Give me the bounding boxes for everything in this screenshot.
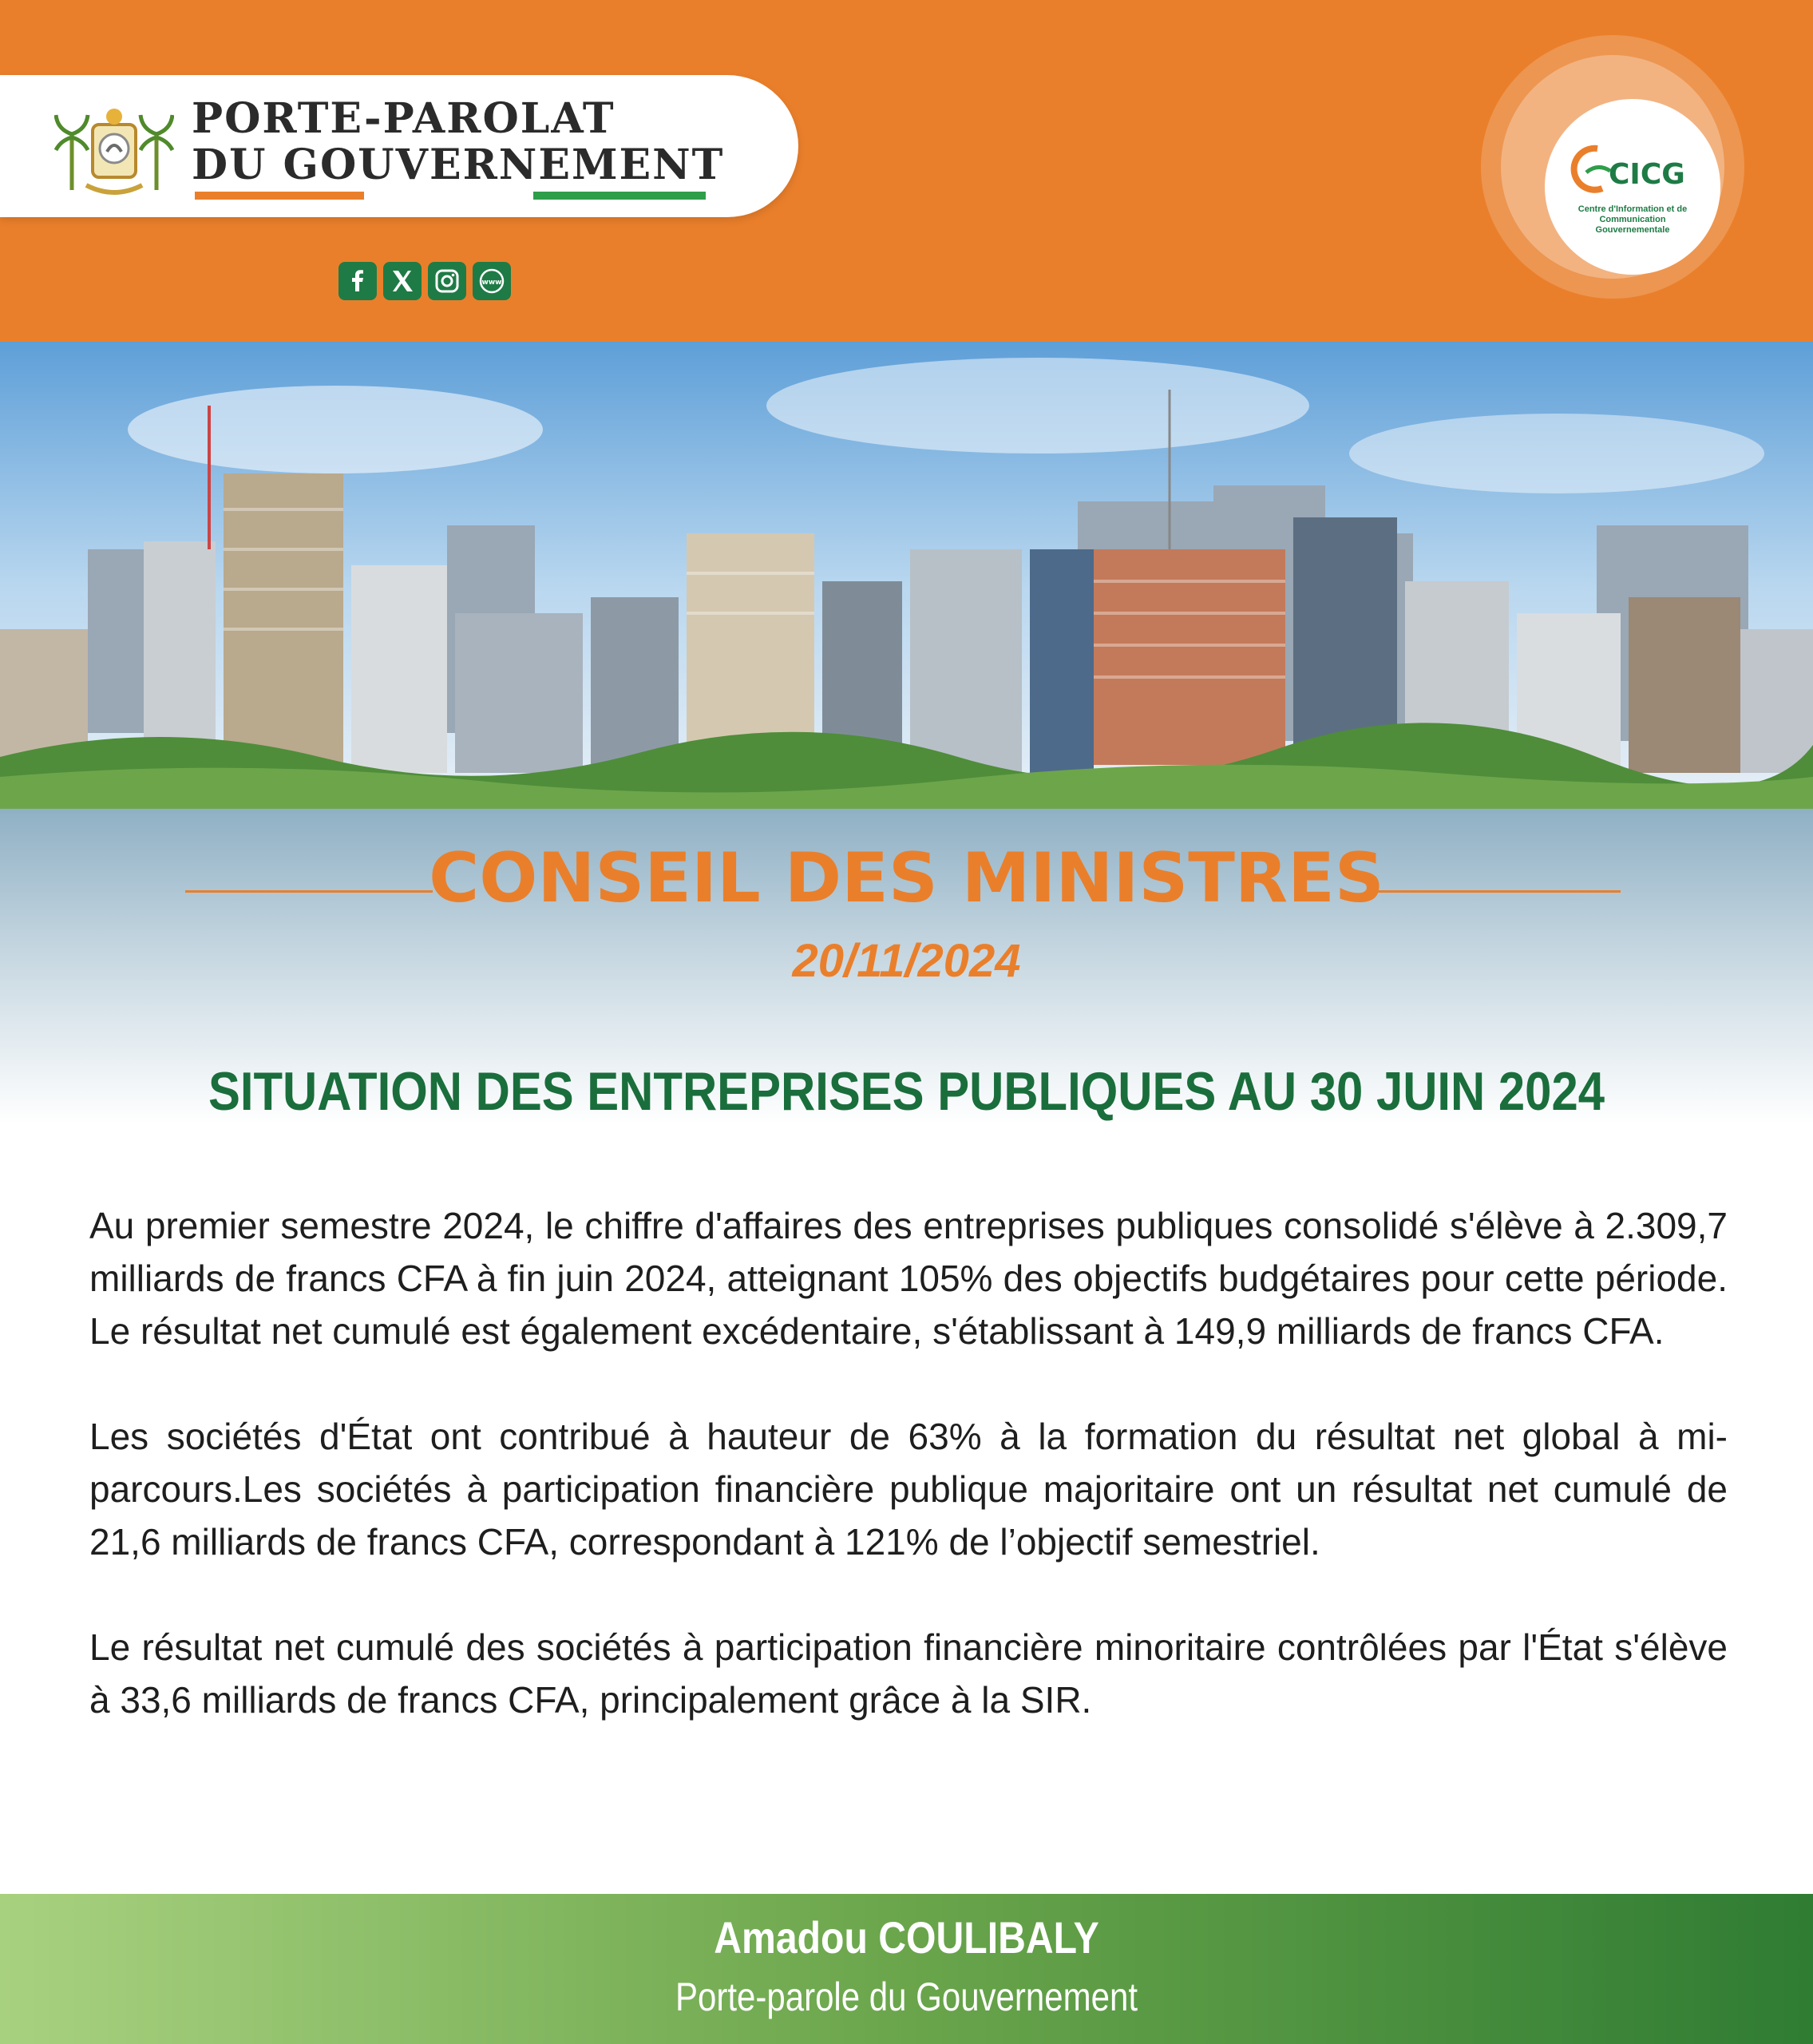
paragraph-3: Le résultat net cumulé des sociétés à participation financière minoritaire contrôlées par l'État s'élève à 33,6 milliards de francs CFA, principalement grâce à la SIR. xyxy=(89,1626,1728,1721)
page-date: 20/11/2024 xyxy=(792,935,1021,987)
social-links xyxy=(338,262,511,300)
section-subtitle: SITUATION DES ENTREPRISES PUBLIQUES AU 30 JUIN 2024 xyxy=(208,1061,1605,1122)
x-icon[interactable] xyxy=(383,262,422,300)
cicg-subtitle: Centre d'Information et de Communication Gouvernementale xyxy=(1577,204,1688,235)
signatory-name: Amadou COULIBALY xyxy=(714,1912,1099,1963)
footer-banner xyxy=(0,1894,1813,2044)
cicg-badge xyxy=(1481,35,1744,299)
cicg-badge-ring xyxy=(1501,55,1724,279)
city-skyline-image xyxy=(0,342,1813,1124)
paragraph-2: Les sociétés d'État ont contribué à hauteur de 63% à la formation du résultat net global à mi-parcours.Les sociétés à participation financière publique majoritaire ont un résultat net cumulé de 21,6 milliards de francs CFA, correspondant à 121% de l’objectif semestriel. xyxy=(89,1416,1728,1563)
cicg-logo-icon xyxy=(1569,139,1696,203)
header-banner xyxy=(0,0,1813,342)
signatory-role: Porte-parole du Gouvernement xyxy=(675,1975,1138,2019)
brand-title-line2: DU GOUVERNEMENT xyxy=(192,141,725,189)
cicg-logo-text: CICG xyxy=(1609,158,1685,191)
web-icon[interactable] xyxy=(473,262,511,300)
page-title: CONSEIL DES MINISTRES xyxy=(429,838,1384,918)
coat-of-arms-icon xyxy=(54,102,174,198)
instagram-icon[interactable] xyxy=(428,262,466,300)
brand-underline-green xyxy=(533,192,706,200)
paragraph-1: Au premier semestre 2024, le chiffre d'affaires des entreprises publiques consolidé s'élève à 2.309,7 milliards de francs CFA à fin juin 2024, atteignant 105% des objectifs budgétaires pour cette période. Le résultat net cumulé est également excédentaire, s'établissant à 149,9 milliards de francs CFA. xyxy=(89,1205,1728,1352)
svg-text:www: www xyxy=(481,279,502,287)
communique-body xyxy=(89,1199,1728,1779)
cicg-badge-disc xyxy=(1545,99,1720,275)
brand-underline-orange xyxy=(195,192,364,200)
brand-title-line1: PORTE-PAROLAT xyxy=(192,94,616,143)
brand-pill xyxy=(0,75,798,217)
facebook-icon[interactable] xyxy=(338,262,377,300)
